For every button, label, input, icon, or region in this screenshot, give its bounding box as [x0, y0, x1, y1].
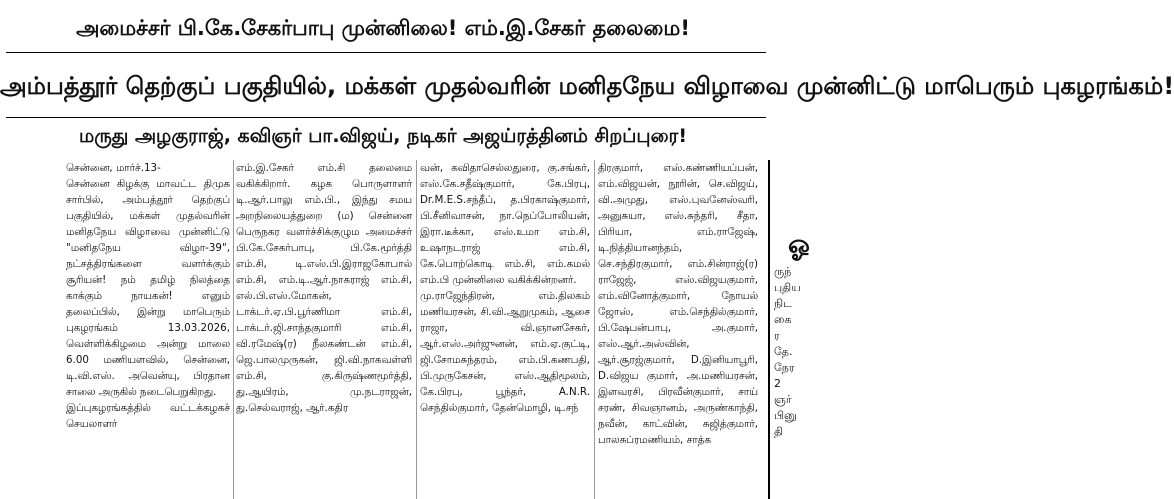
- column-divider: [594, 160, 595, 499]
- article-paragraph: திரகுமார், எஸ்.கண்ணியப்பன், எம்.விஜயன், நூரின், செ.விஜய், வி.அமுது, எஸ்.புவனேஸ்வரி, அனுசுயா, எஸ்.சுந்தரி, சீதா, பிரியா, எம்.ராஜேஷ், டி.நித்தியானந்தம், செ.சந்திரகுமார், எம்.சின்ராஜ்(ர) ராஜேஜ், எஸ்.விஜயகுமார், எம்.வினோத்குமார், நோயல் ஜோஸ், எம்.செந்தில்குமார், பி.ஷேபன்பாபு, அ.குமார், எஸ்.ஆர்.அஸ்வின், ஆர்.சூரஜ்குமார், D.இனியாபூரி, D.விஜய குமார், அ.மணியரசன், இளவரசி, பிரவீன்குமார், சாய் சரண், சிவஞானம், அருண்காந்தி, நவீன், காட்வின், சுஜித்குமார், பாலசுப்ரமணியம், சாத்க: [598, 162, 758, 446]
- column-divider: [233, 160, 234, 499]
- article-paragraph: வன், கவிதாசெல்லதுரை, கு.சங்கர், எஸ்.கே.சதீஷ்குமார், கே.பிரபு, Dr.M.E.S.சந்தீப், த.பிரகாஷ்குமார், பி.சீனிவாசன், நா.நெப்போலியன், இரா.டீக்கா, எஸ்.உமா எம்.சி, உஷாநடராஜ் எம்.சி, கே.பொற்கொடி எம்.சி, எம்.கமல் எம்.பி முன்னிலை வகிக்கின்றனர்.: [420, 162, 590, 286]
- column-divider: [416, 160, 417, 499]
- divider-rule: [6, 117, 766, 118]
- article-paragraph: இப்புகழரங்கத்தில் வட்டக்கழகச் செயலாளர்: [66, 402, 230, 430]
- sub-headline: மருது அழகுராஜ், கவிஞர் பா.விஜய், நடிகர் அஜய்ரத்தினம் சிறப்புரை!: [78, 125, 688, 147]
- adjacent-article-line: தி: [774, 425, 784, 438]
- adjacent-article-line: நிட: [774, 297, 792, 310]
- article-paragraph: மு.ராஜேந்திரன், எம்.திலகம் மணியரசன், சி.வி.ஆறுமுகம், ஆசை ராஜா, வி.ஞானசேகர், ஆர்.எஸ்.அர்ஜுனன், எம்.ஏ.குட்டி, ஜி.சோமசுந்தரம், எம்.பி.கணபதி, பி.முருகேசன், எஸ்.ஆதிமூலம், கே.பிரபு, பூந்தர், A.N.R. செந்தில்குமார், தேன்மொழி, டி.சந்: [420, 290, 590, 414]
- adjacent-article-line: புதிய: [774, 281, 801, 294]
- article-column-3: [420, 160, 590, 499]
- adjacent-article-line: நேர: [774, 361, 795, 374]
- adjacent-article-line: 2: [774, 377, 781, 390]
- article-paragraph: சென்னை, மார்ச்.13-: [66, 162, 161, 174]
- article-column-1: [66, 160, 230, 499]
- adjacent-article-line: ர: [774, 329, 780, 342]
- adjacent-article-line: கை: [774, 313, 792, 326]
- divider-rule: [6, 52, 766, 53]
- adjacent-article-dropcap: ஓ: [788, 230, 810, 260]
- article-column-2: [236, 160, 412, 499]
- adjacent-article-line: ருந்: [774, 265, 792, 278]
- article-paragraph: சென்னை கிழக்கு மாவட்ட திமுக சார்பில், அம்பத்தூர் தெற்குப் பகுதியில், மக்கள் முதல்வரின் மனிதநேய விழாவை முன்னிட்டு "மனிதநேய விழா-39", நட்சத்திரங்களை வளர்க்கும் சூரியன்! நம் தமிழ் நிலத்தை காக்கும் நாயகன்! எனும் தலைப்பில், இன்று மாபெரும் புகழரங்கம் 13.03.2026, வெள்ளிக்கிழமை அன்று மாலை 6.00 மணியளவில், சென்னை, டி.வி.எஸ். அவென்யு, பிரதான சாலை அருகில் நடைபெறுகிறது.: [66, 178, 230, 398]
- main-headline: அம்பத்தூர் தெற்குப் பகுதியில், மக்கள் முதல்வரின் மனிதநேய விழாவை முன்னிட்டு மாபெரும் புகழரங்கம்!: [0, 72, 1174, 100]
- adjacent-article-line: பினு: [774, 409, 797, 422]
- kicker-headline: அமைச்சர் பி.கே.சேகர்பாபு முன்னிலை! எம்.இ.சேகர் தலைமை!: [76, 16, 690, 40]
- adjacent-article-line: தே.: [774, 345, 793, 358]
- article-paragraph: எம்.இ.சேகர் எம்.சி தலைமை வகிக்கிறார். கழக பொருளாளர் டி.ஆர்.பாலு எம்.பி., இந்து சமய அறநிலையத்துறை (ம) சென்னை பெருநகர வளர்ச்சிக்குழும அமைச்சர் பி.கே.சேகர்பாபு, பி.கே.மூர்த்தி எம்.சி, டி.எஸ்.பி.இராஜகோபால் எம்.சி, எம்.டி.ஆர்.நாகராஜ் எம்.சி, எல்.பி.எஸ்.மோகன், டாக்டர்.ஏ.பி.பூர்ணிமா எம்.சி, டாக்டர்.ஜி.சாந்தகுமாரி எம்.சி, வி.ரமேஷ்(ர) நீலகண்டன் எம்.சி, ஜெ.பாலமுருகன், ஜி.வி.நாகவள்ளி எம்.சி, கு.கிருஷ்ணமூர்த்தி, து.ஆயிரம், மு.நடராஜன், து.செல்வராஜ், ஆர்.கதிர: [236, 162, 412, 414]
- adjacent-article-line: ஞர்: [774, 393, 792, 406]
- article-column-4: [598, 160, 758, 499]
- adjacent-article-fragment: [768, 160, 810, 499]
